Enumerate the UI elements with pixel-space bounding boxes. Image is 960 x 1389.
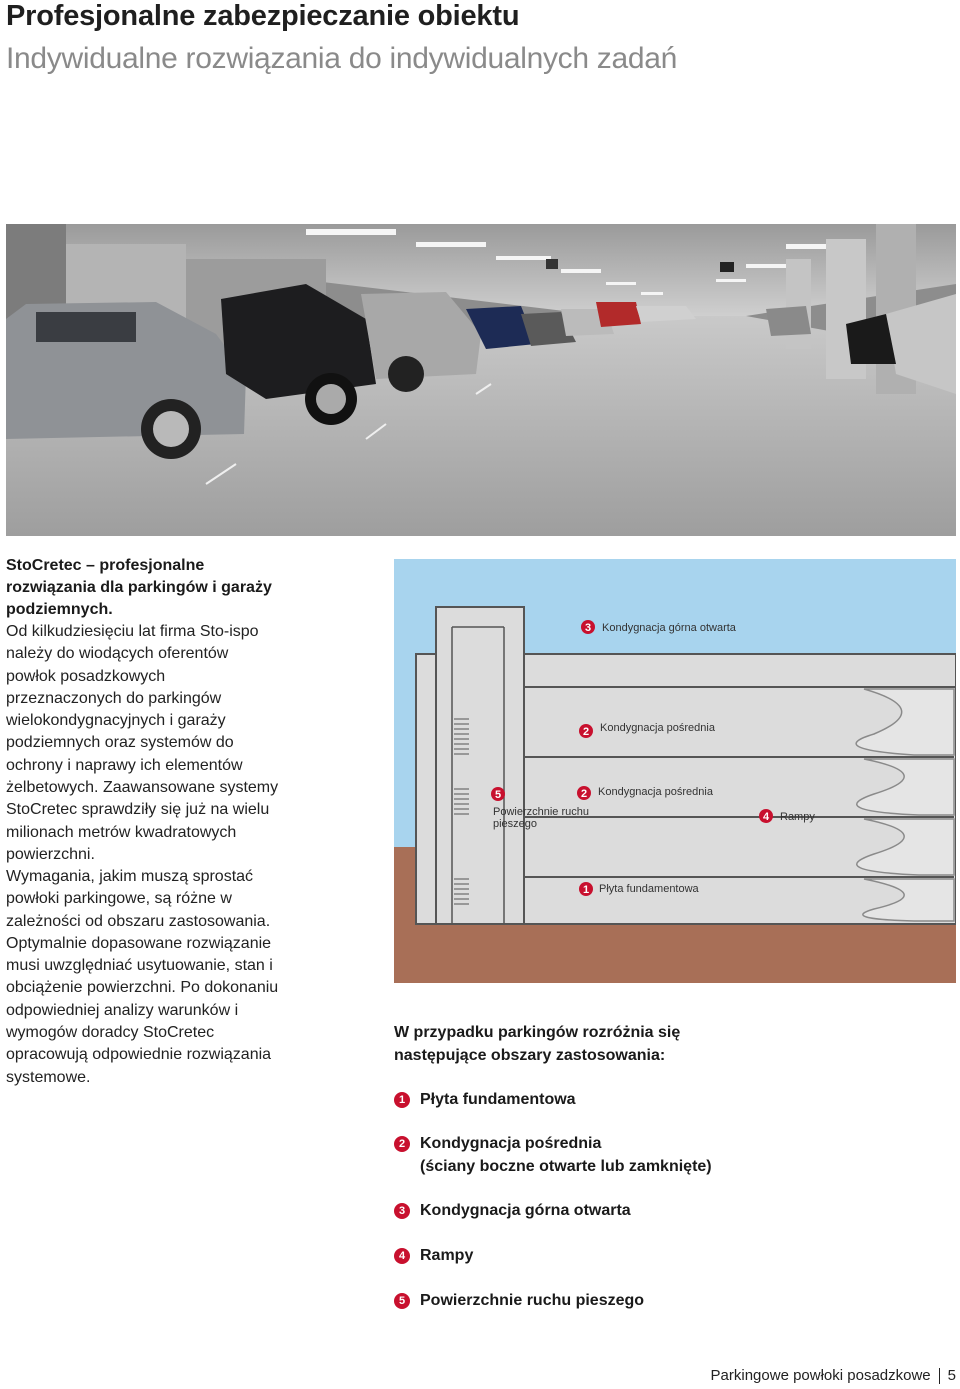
intro-paragraph: Od kilkudziesięciu lat firma Sto-ispo należy do wiodących oferentów powłok posadzkowych przeznaczonych do parkingów wielokondygnacyjnych i garaży podziemnych oraz systemów do ochrony i naprawy ich elementów żelbetowych. Zaawansowane systemy StoCretec sprawdziły się już na wielu milionach metrów kwadratowych powierzchni. — [6, 623, 279, 863]
number-badge: 2 — [394, 1136, 410, 1152]
list-item-label: Powierzchnie ruchu pieszego — [420, 1292, 645, 1309]
footer-title: Parkingowe powłoki posadzkowe — [710, 1367, 931, 1384]
list-item — [394, 1245, 473, 1268]
list-item-label: Kondygnacja górna otwarta — [420, 1202, 631, 1219]
list-item — [394, 1089, 576, 1112]
diagram-label-intermediate-deck-2 — [577, 786, 714, 800]
svg-text:Kondygnacja pośrednia: Kondygnacja pośrednia — [600, 722, 715, 734]
page-subtitle: Indywidualne rozwiązania do indywidualnych zadań — [6, 42, 678, 75]
svg-text:1: 1 — [582, 884, 590, 896]
svg-text:3: 3 — [584, 622, 592, 634]
page-footer — [711, 1367, 956, 1384]
svg-text:2: 2 — [582, 726, 590, 738]
parking-garage-photo — [6, 224, 956, 536]
svg-text:Rampy: Rampy — [780, 811, 815, 823]
page-number: 5 — [947, 1367, 956, 1384]
page-title: Profesjonalne zabezpieczanie obiektu — [6, 0, 520, 32]
svg-text:Kondygnacja pośrednia: Kondygnacja pośrednia — [598, 786, 713, 798]
svg-text:Powierzchnie ruchu: Powierzchnie ruchu — [493, 806, 589, 818]
areas-heading: W przypadku parkingów rozróżnia się następujące obszary zastosowania: — [394, 1024, 681, 1064]
list-item — [394, 1200, 631, 1223]
list-item-label: Płyta fundamentowa — [420, 1091, 576, 1108]
svg-text:Kondygnacja górna otwarta: Kondygnacja górna otwarta — [602, 622, 736, 634]
svg-text:4: 4 — [762, 811, 770, 823]
list-item-title: Kondygnacja pośrednia — [420, 1135, 602, 1152]
number-badge: 4 — [394, 1248, 410, 1264]
footer-divider — [939, 1368, 940, 1384]
number-badge: 5 — [394, 1293, 410, 1309]
list-item-label: Rampy — [420, 1247, 474, 1264]
list-item — [394, 1290, 644, 1313]
list-item — [394, 1133, 712, 1178]
list-item-subtitle: (ściany boczne otwarte lub zamknięte) — [420, 1157, 712, 1175]
diagram-label-ramps — [759, 809, 815, 823]
svg-text:Płyta fundamentowa: Płyta fundamentowa — [599, 883, 699, 895]
diagram-label-upper-deck — [581, 620, 737, 634]
svg-text:5: 5 — [494, 789, 502, 801]
parking-structure-diagram — [394, 559, 956, 983]
list-item-label — [420, 1133, 712, 1178]
requirements-paragraph: Wymagania, jakim muszą sprostać powłoki parkingowe, są różne w zależności od obszaru zastosowania. Optymalnie dopasowane rozwiązanie musi uwzględniać usytuowanie, stan i obciążenie powierzchni. Po dokonaniu odpowiedniej analizy warunków i wymogów doradcy StoCretec opracowują odpowiednie rozwiązania systemowe. — [6, 868, 279, 1086]
number-badge: 1 — [394, 1092, 410, 1108]
intro-heading: StoCretec – profesjonalne rozwiązania dla parkingów i garaży podziemnych. — [6, 557, 272, 618]
number-badge: 3 — [394, 1203, 410, 1219]
svg-text:2: 2 — [580, 788, 588, 800]
svg-text:pieszego: pieszego — [493, 818, 538, 830]
